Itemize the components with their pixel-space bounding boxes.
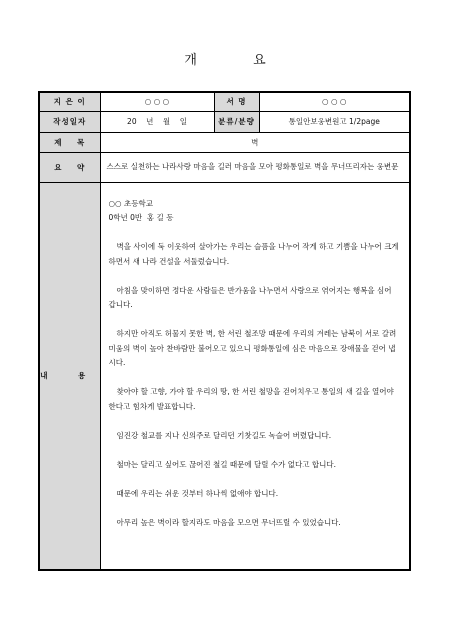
overview-form [38,91,411,571]
date-label: 작성일자 [39,111,100,132]
category-value: 통일안보웅변원고 1/2page [259,111,410,132]
content-label-text: 내 용 [40,371,100,381]
summary-label: 요 약 [39,152,100,182]
subject-value: 벽 [100,132,410,152]
school-line: ○○ 초등학교 [108,198,153,208]
speech-paragraph: 때문에 우리는 쉬운 것부터 하나씩 없애야 합니다. [116,488,279,498]
content-body [100,182,410,570]
speech-paragraph: 찾아야 할 고향, 가야 할 우리의 땅, 한 서린 철망을 걷어치우고 통일의 새 길을 열어야 한다고 힘차게 발표합니다. [108,387,394,411]
subject-label: 제 목 [39,132,100,152]
student-line: 0학년 0반 홍 길 동 [108,213,174,222]
signature-label: 서 명 [214,92,259,111]
author-value: ○ ○ ○ [100,92,214,111]
category-label: 분류/분량 [214,111,259,132]
speech-paragraph: 벽을 사이에 둑 이웃하여 살아가는 우리는 슬픔을 나누어 작게 하고 기쁨을 나누어 크게 하면서 새 나라 건설을 서둘렀습니다. [108,242,399,266]
signature-value: ○ ○ ○ [259,92,410,111]
date-value: 20 년 월 일 [100,111,214,132]
speech-paragraph: 아침을 맞이하면 정다운 사람들은 반가움을 나누면서 사랑으로 엮어지는 행복을 심어 갑니다. [108,285,392,309]
speech-paragraph: 철마는 달리고 싶어도 끊어진 철길 때문에 달릴 수가 없다고 합니다. [116,459,336,469]
page-title: 개 요 [184,53,292,68]
speech-paragraph: 하지만 아직도 허물지 못한 벽, 한 서린 철조망 때문에 우리의 겨레는 남북이 서로 갈려 미움의 벽이 높아 찬바람만 불어오고 있으니 평화통일에 심은 마음으로 장애물을 걷어 냅시다. [108,329,397,367]
author-label: 지 은 이 [39,92,100,111]
speech-paragraph: 임진강 철교를 지나 신의주로 달리던 기찻길도 녹슬어 버렸답니다. [116,430,332,440]
content-label [39,182,100,570]
summary-value: 스스로 실천하는 나라사랑 마음을 길러 마음을 모아 평화통일로 벽을 무너뜨리자는 웅변문 [100,152,410,182]
speech-paragraph: 아무리 높은 벽이라 할지라도 마음을 모으면 무너뜨릴 수 있었습니다. [116,517,341,527]
